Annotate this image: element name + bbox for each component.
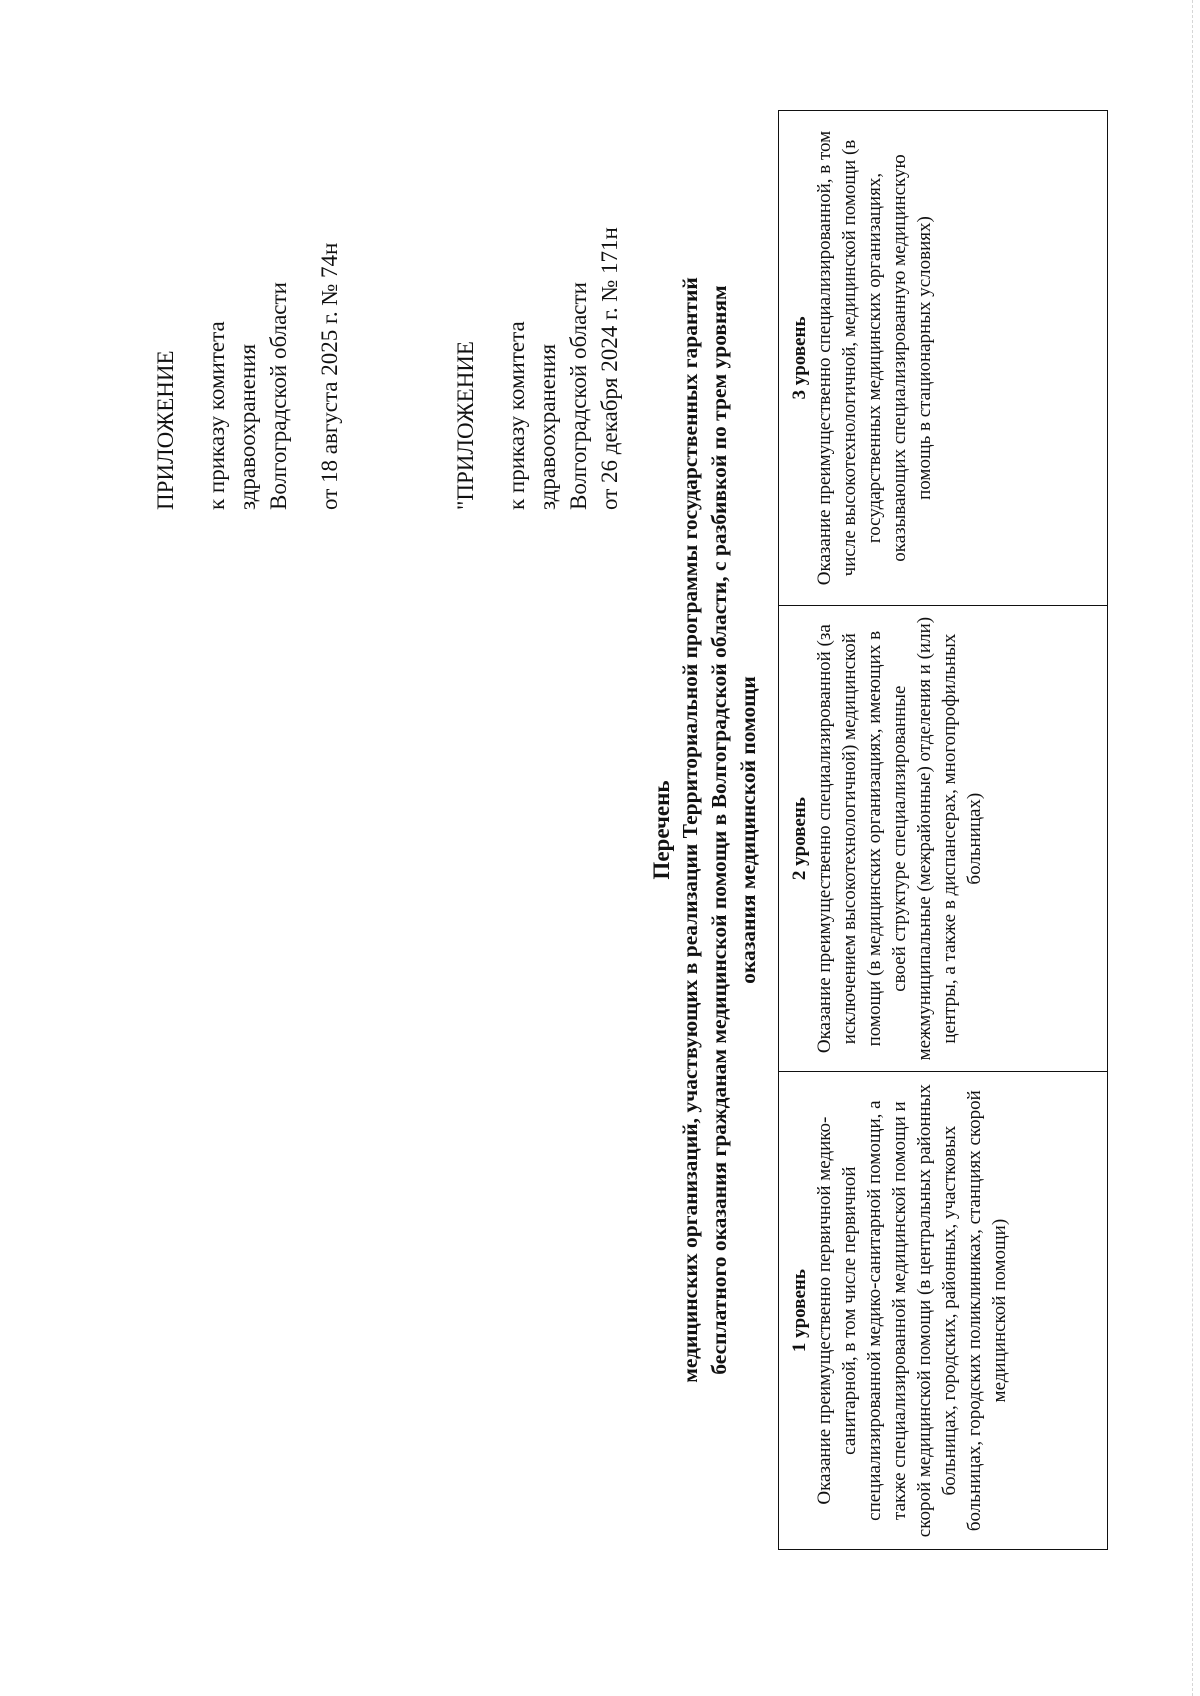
level-2-title: 2 уровень [789,797,810,881]
scan-edge-line [1192,0,1193,1696]
appendix-region-line: Волгоградской области [266,282,291,510]
levels-table [778,110,1108,1550]
level-2-cell [779,606,1108,1072]
document-title-line: бесплатного оказания гражданам медицинской помощи в Волгоградской области, с разбивкой по трем уровням [707,285,731,1375]
document-title [647,120,763,1540]
level-1-description: Оказание преимущественно первичной медико-санитарной, в том числе первичной специализированной медико-санитарной помощи, а также специализированной медицинской помощи и скорой медицинской помощи (в центральных районных больницах, городских, районных, участковых больницах, городских поликлиниках, станциях скорой медицинской помощи) [814,1084,1010,1538]
appendix-header-previous [450,227,625,510]
level-2-description: Оказание преимущественно специализированной (за исключением высокотехнологичной) медицинской помощи (в медицинских организациях, имеющих в своей структуре специализированные межмуниципальные (межрайонные) отделения и (или) центры, а также в диспансерах, многопрофильных больницах) [814,616,985,1061]
document-title-line: оказания медицинской помощи [736,676,760,984]
appendix-title: "ПРИЛОЖЕНИЕ [453,341,478,510]
level-3-title: 3 уровень [789,316,810,400]
appendix-order-line: к приказу комитета [204,321,229,510]
appendix-title: ПРИЛОЖЕНИЕ [153,350,178,510]
appendix-date-line: от 26 декабря 2024 г. № 171н [597,227,622,510]
appendix-header-current [150,243,345,510]
appendix-region-line: Волгоградской области [566,282,591,510]
document-title-line: медицинских организаций, участвующих в реализации Территориальной программы государственных гарантий [678,277,702,1383]
level-1-cell [779,1072,1108,1550]
document-heading: Перечень [649,780,674,880]
appendix-date-line: от 18 августа 2025 г. № 74н [317,242,342,510]
level-1-title: 1 уровень [789,1269,810,1353]
appendix-committee-line: здравоохранения [235,343,260,510]
level-3-description: Оказание преимущественно специализированной, в том числе высокотехнологичной, медицинской помощи (в государственных медицинских организациях, оказывающих специализированную медицинскую помощь в стационарных условиях) [814,130,935,586]
appendix-committee-line: здравоохранения [535,343,560,510]
rotated-sheet [35,60,1155,1650]
level-3-cell [779,111,1108,606]
table-row [779,111,1108,1550]
appendix-order-line: к приказу комитета [504,321,529,510]
